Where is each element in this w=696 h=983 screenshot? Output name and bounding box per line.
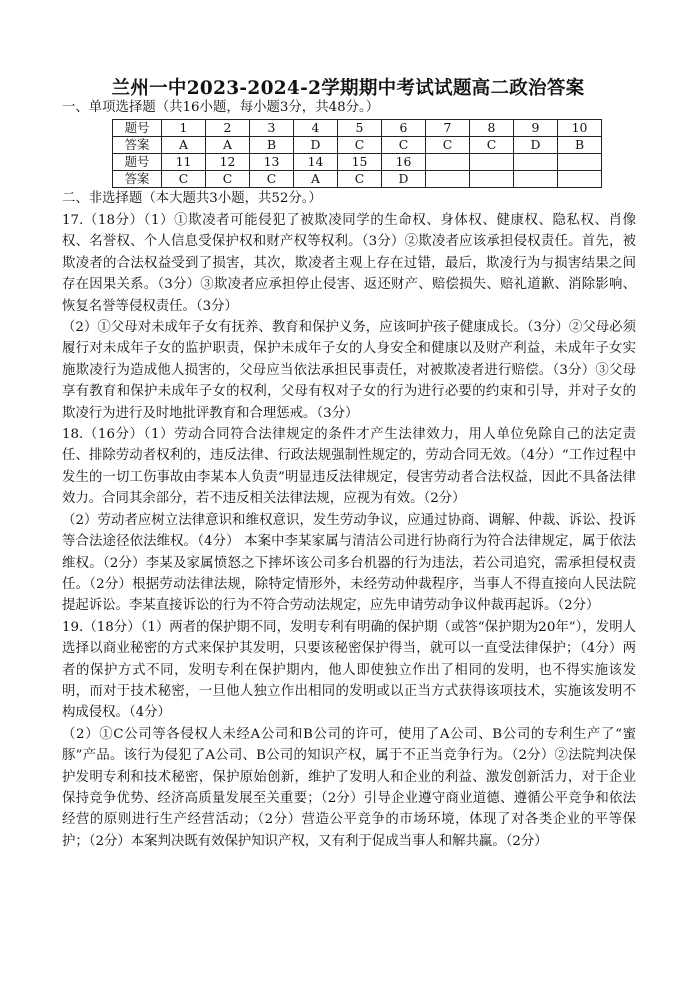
table-cell: 9 xyxy=(514,120,558,137)
table-cell: C xyxy=(206,171,250,188)
answer-paragraph: （2）劳动者应树立法律意识和维权意识，发生劳动争议，应通过协商、调解、仲裁、诉讼、投诉等合法途径依法维权。（4分） 本案中李某家属与清洁公司进行协商行为符合法律规定，属于依法维权。（2分）李某及家属愤怒之下摔坏该公司多台机器的行为违法，若公司追究，需承担侵权责任。（2分）根据劳动法律法规，除特定情形外，未经劳动仲裁程序，当事人不得直接向人民法院提起诉讼。李某直接诉讼的行为不符合劳动法规定，应先申请劳动争议仲裁再起诉。（2分） xyxy=(62,512,636,614)
table-cell: D xyxy=(382,171,426,188)
table-cell: C xyxy=(338,137,382,154)
table-cell: 4 xyxy=(294,120,338,137)
table-cell: 3 xyxy=(250,120,294,137)
table-row-label: 题号 xyxy=(113,120,162,137)
table-cell: A xyxy=(206,137,250,154)
table-cell: C xyxy=(382,137,426,154)
table-cell: 8 xyxy=(470,120,514,137)
table-cell xyxy=(514,154,558,171)
table-cell xyxy=(470,171,514,188)
table-cell: B xyxy=(558,137,602,154)
table-cell: C xyxy=(338,171,382,188)
table-cell: 7 xyxy=(426,120,470,137)
answer-table xyxy=(112,119,602,188)
table-cell: 12 xyxy=(206,154,250,171)
table-row xyxy=(113,137,602,154)
table-cell: 2 xyxy=(206,120,250,137)
table-cell: 10 xyxy=(558,120,602,137)
answer-paragraph: 19.（18分）（1）两者的保护期不同，发明专利有明确的保护期（或答“保护期为20年”），发明人选择以商业秘密的方式来保护其发明，只要该秘密保护得当，就可以一直受法律保护；（4分）两者的保护方式不同，发明专利在保护期内，他人即使独立作出了相同的发明，也不得实施该发明，而对于技术秘密，一旦他人独立作出相同的发明或以正当方式获得该项技术，实施该发明不构成侵权。（4分） xyxy=(62,619,636,721)
table-cell: C xyxy=(162,171,206,188)
table-cell xyxy=(514,171,558,188)
table-cell: 11 xyxy=(162,154,206,171)
table-cell: 5 xyxy=(338,120,382,137)
table-cell: A xyxy=(294,171,338,188)
answer-body xyxy=(62,210,636,852)
table-cell: A xyxy=(162,137,206,154)
table-cell: 15 xyxy=(338,154,382,171)
table-cell: D xyxy=(294,137,338,154)
table-cell: 14 xyxy=(294,154,338,171)
table-cell xyxy=(470,154,514,171)
answer-paragraph: 17.（18分）（1）①欺凌者可能侵犯了被欺凌同学的生命权、身体权、健康权、隐私权、肖像权、名誉权、个人信息受保护权和财产权等权利。（3分）②欺凌者应该承担侵权责任。首先，被欺凌者的合法权益受到了损害，其次，欺凌者主观上存在过错，最后，欺凌行为与损害结果之间存在因果关系。（3分）③欺凌者应承担停止侵害、返还财产、赔偿损失、赔礼道歉、消除影响、恢复名誉等侵权责任。（3分） xyxy=(62,213,636,314)
table-cell: C xyxy=(250,171,294,188)
table-row-label: 答案 xyxy=(113,171,162,188)
document-title: 兰州一中2023-2024-2学期期中考试试题高二政治答案 xyxy=(111,78,585,99)
table-cell: B xyxy=(250,137,294,154)
table-cell: C xyxy=(426,137,470,154)
table-cell: 13 xyxy=(250,154,294,171)
table-cell: 6 xyxy=(382,120,426,137)
table-cell xyxy=(558,171,602,188)
answer-paragraph: （2）①C公司等各侵权人未经A公司和B公司的许可，使用了A公司、B公司的专利生产了“蜜豚”产品。该行为侵犯了A公司、B公司的知识产权，属于不正当竞争行为。（2分）②法院判决保护发明专利和技术秘密，保护原始创新，维护了发明人和企业的利益、激发创新活力，对于企业保持竞争优势、经济高质量发展至关重要；（2分）引导企业遵守商业道德、遵循公平竞争和依法经营的原则进行生产经营活动；（2分）营造公平竞争的市场环境，体现了对各类企业的平等保护；（2分）本案判决既有效保护知识产权，又有利于促成当事人和解共赢。（2分） xyxy=(62,726,636,849)
table-cell xyxy=(558,154,602,171)
table-cell: 1 xyxy=(162,120,206,137)
section-heading-nonchoice: 二、非选择题（本大题共3小题，共52分。） xyxy=(62,191,322,206)
section-heading-choice: 一、单项选择题（共16小题，每小题3分，共48分。） xyxy=(62,100,380,115)
table-cell: C xyxy=(470,137,514,154)
table-row xyxy=(113,154,602,171)
table-cell xyxy=(426,154,470,171)
table-cell: 16 xyxy=(382,154,426,171)
answer-paragraph: （2）①父母对未成年子女有抚养、教育和保护义务，应该呵护孩子健康成长。（3分）②父母必须履行对未成年子女的监护职责，保护未成年子女的人身安全和健康以及财产利益，未成年子女实施欺凌行为造成他人损害的，父母应当依法承担民事责任，对被欺凌者进行赔偿。（3分）③父母享有教育和保护未成年子女的权利，父母有权对子女的行为进行必要的约束和引导，并对子女的欺凌行为进行及时地批评教育和合理惩戒。（3分） xyxy=(62,320,636,421)
table-row-label: 题号 xyxy=(113,154,162,171)
table-row xyxy=(113,120,602,137)
table-cell xyxy=(426,171,470,188)
table-cell: D xyxy=(514,137,558,154)
answer-paragraph: 18.（16分）（1）劳动合同符合法律规定的条件才产生法律效力，用人单位免除自己的法定责任、排除劳动者权利的，违反法律、行政法规强制性规定的，劳动合同无效。（4分）“工作过程中发生的一切工伤事故由李某本人负责”明显违反法律规定，侵害劳动者合法权益，因此不具备法律效力。合同其余部分，若不违反相关法律法规，应视为有效。（2分） xyxy=(62,427,636,507)
table-row-label: 答案 xyxy=(113,137,162,154)
table-row xyxy=(113,171,602,188)
